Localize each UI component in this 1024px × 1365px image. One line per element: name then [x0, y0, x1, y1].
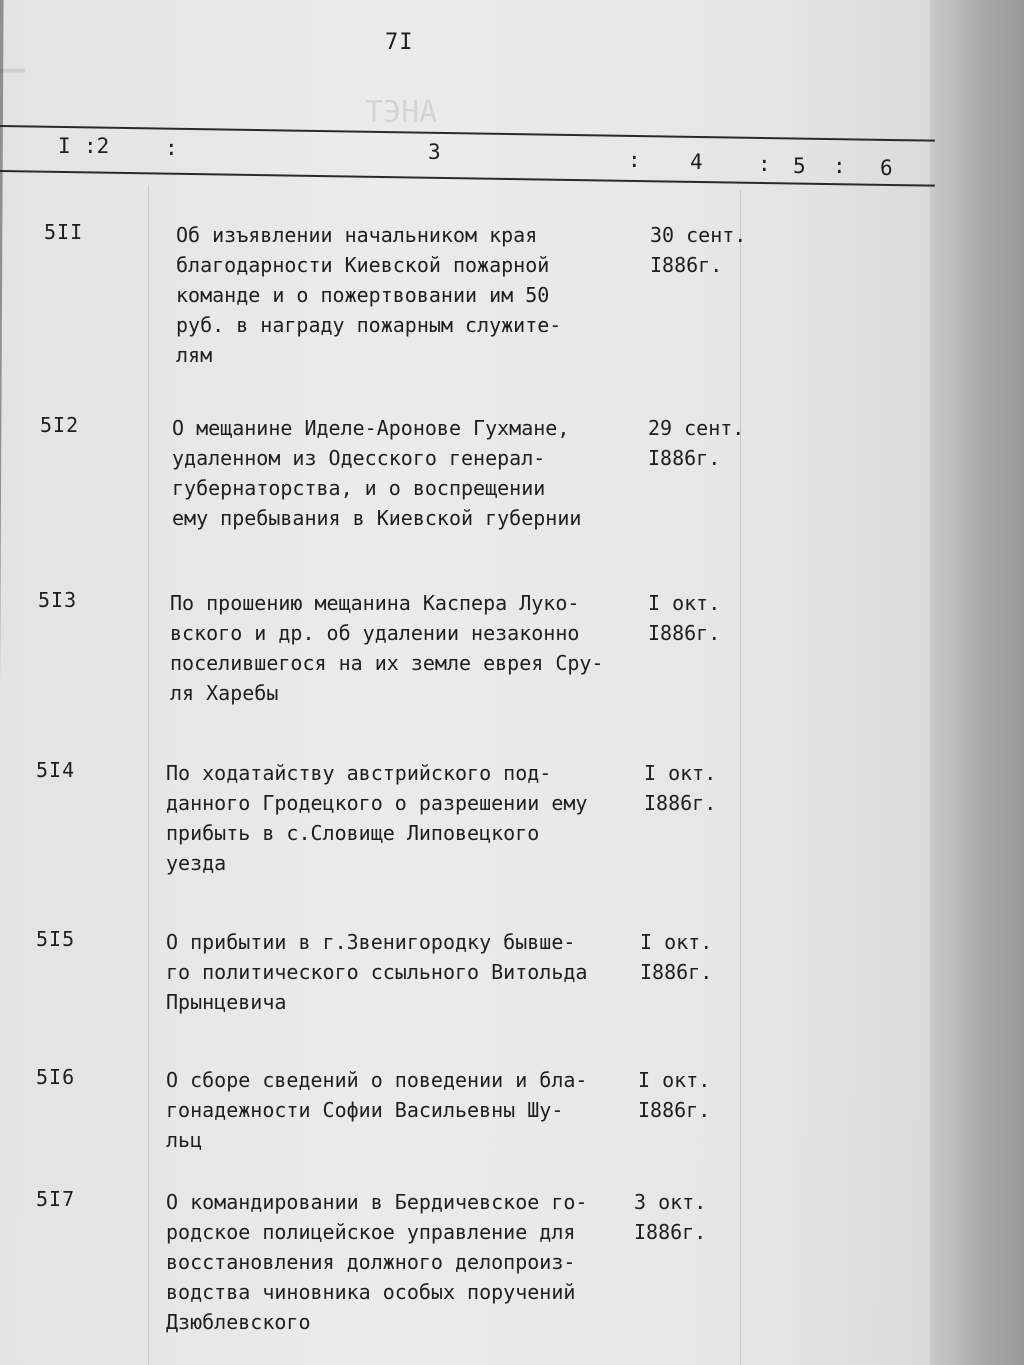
file-description	[166, 927, 636, 1017]
description-line: команде и о пожертвовании им 50	[176, 283, 550, 307]
column-separator: :	[758, 152, 771, 176]
column-separator: :	[628, 148, 641, 172]
date-line: 3 окт.	[634, 1190, 707, 1214]
date-line: 29 сент.	[648, 416, 745, 440]
file-number: 5I3	[38, 588, 78, 612]
date-line: I окт.	[640, 930, 713, 954]
column-divider	[148, 185, 149, 1365]
description-line: О прибытии в г.Звенигородку бывше-	[166, 930, 576, 954]
page-edge	[930, 0, 1024, 1365]
description-line: вского и др. об удалении незаконно	[170, 621, 580, 645]
date-line: I886г.	[644, 791, 717, 815]
file-number: 5I7	[36, 1187, 76, 1211]
column-header-4: 4	[690, 150, 703, 174]
file-description	[170, 588, 640, 708]
description-line: прибыть в с.Словище Липовецкого	[166, 821, 540, 845]
date-line: I886г.	[650, 253, 723, 277]
description-line: уезда	[166, 851, 227, 875]
description-line: благодарности Киевской пожарной	[176, 253, 550, 277]
description-line: данного Гродецкого о разрешении ему	[166, 791, 588, 815]
date-line: 30 сент.	[650, 223, 747, 247]
description-line: гонадежности Софии Васильевны Шу-	[166, 1098, 564, 1122]
date-line: I886г.	[638, 1098, 711, 1122]
file-description	[166, 758, 636, 878]
date-line: I886г.	[648, 446, 721, 470]
description-line: По прошению мещанина Каспера Луко-	[170, 591, 580, 615]
file-description	[176, 220, 646, 370]
file-date	[634, 1187, 706, 1247]
column-header-1: I	[58, 134, 71, 158]
description-line: О мещанине Иделе-Аронове Гухмане,	[172, 416, 570, 440]
description-line: О сборе сведений о поведении и бла-	[166, 1068, 588, 1092]
file-number: 5II	[44, 220, 84, 244]
file-date	[648, 413, 744, 473]
column-separator: :	[833, 154, 846, 178]
description-line: восстановления должного делопроиз-	[166, 1250, 576, 1274]
bleed-through-mark: ТЭНА	[365, 95, 438, 130]
date-line: I886г.	[648, 621, 721, 645]
description-line: По ходатайству австрийского под-	[166, 761, 552, 785]
file-number: 5I2	[40, 413, 80, 437]
column-header-2: :2	[84, 134, 110, 158]
description-line: лям	[176, 343, 213, 367]
description-line: поселившегося на их земле еврея Сру-	[170, 651, 604, 675]
page-number: 7I	[385, 30, 414, 55]
column-header-5: 5	[793, 154, 806, 178]
description-line: Прынцевича	[166, 990, 287, 1014]
bleed-through-mark: ▬▬▬	[0, 62, 26, 78]
file-date	[644, 758, 716, 818]
file-date	[648, 588, 720, 648]
file-date	[638, 1065, 710, 1125]
description-line: льц	[166, 1128, 203, 1152]
description-line: удаленном из Одесского генерал-	[172, 446, 546, 470]
date-line: I окт.	[638, 1068, 711, 1092]
file-number: 5I5	[36, 927, 76, 951]
date-line: I окт.	[644, 761, 717, 785]
description-line: руб. в награду пожарным служите-	[176, 313, 562, 337]
description-line: Об изъявлении начальником края	[176, 223, 538, 247]
date-line: I886г.	[640, 960, 713, 984]
description-line: водства чиновника особых поручений	[166, 1280, 576, 1304]
column-separator: :	[165, 136, 178, 160]
file-number: 5I6	[36, 1065, 76, 1089]
description-line: О командировании в Бердичевское го-	[166, 1190, 588, 1214]
description-line: ему пребывания в Киевской губернии	[172, 506, 582, 530]
date-line: I окт.	[648, 591, 721, 615]
description-line: родское полицейское управление для	[166, 1220, 576, 1244]
column-divider	[740, 190, 741, 1365]
description-line: ля Харебы	[170, 681, 279, 705]
file-date	[640, 927, 712, 987]
file-description	[172, 413, 642, 533]
column-header-6: 6	[880, 156, 893, 180]
column-header-3: 3	[428, 140, 441, 164]
file-date	[650, 220, 746, 280]
file-description	[166, 1065, 636, 1155]
description-line: губернаторства, и о воспрещении	[172, 476, 546, 500]
description-line: Дзюблевского	[166, 1310, 311, 1334]
file-number: 5I4	[36, 758, 76, 782]
file-description	[166, 1187, 636, 1337]
date-line: I886г.	[634, 1220, 707, 1244]
description-line: го политического ссыльного Витольда	[166, 960, 588, 984]
